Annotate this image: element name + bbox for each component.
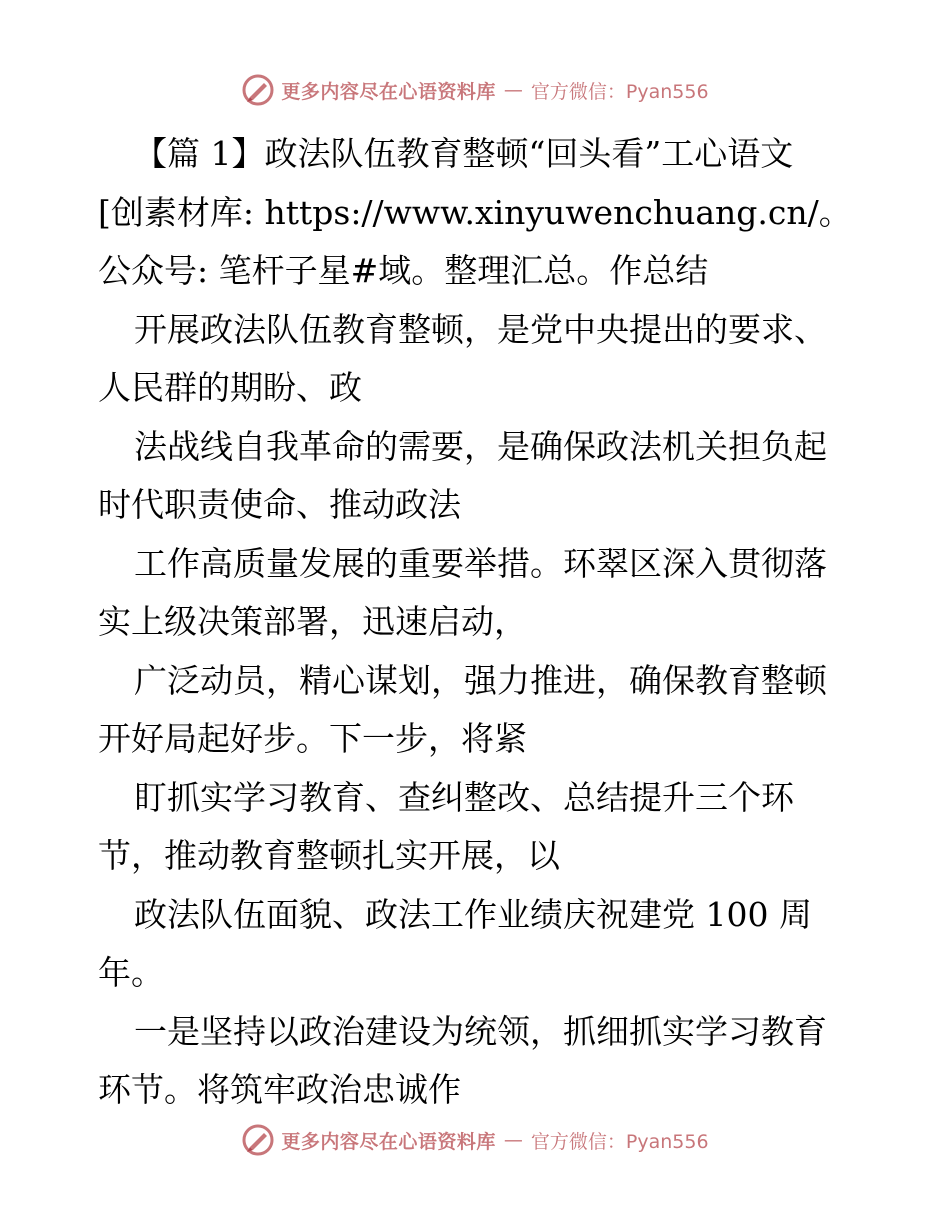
text-line: 实上级决策部署，迅速启动， [98, 602, 527, 641]
text-line: 公众号: 笔杆子星#域。整理汇总。作总结 [98, 251, 709, 290]
text-line: 开好局起好步。下一步，将紧 [98, 719, 527, 758]
watermark-footer [0, 1120, 950, 1160]
text-line: [创素材库: https://www.xinyuwenchuang.cn/。 [98, 192, 852, 232]
pen-logo-icon [241, 1123, 275, 1157]
text-line: 政法队伍面貌、政法工作业绩庆祝建党 100 周 [134, 894, 812, 934]
watermark-separator: — [503, 79, 523, 101]
text-line: 法战线自我革命的需要，是确保政法机关担负起 [134, 426, 827, 466]
document-body [98, 125, 858, 1120]
watermark-wechat-text: 官方微信：Pyan556 [530, 1130, 709, 1153]
text-line: 人民群的期盼、政 [98, 368, 362, 407]
watermark-header [0, 70, 950, 110]
text-line: 广泛动员，精心谋划，强力推进，确保教育整顿 [134, 660, 827, 700]
text-line: 开展政法队伍教育整顿，是党中央提出的要求、 [134, 309, 827, 349]
text-line: 环节。将筑牢政治忠诚作 [98, 1070, 461, 1109]
text-line: 一是坚持以政治建设为统领，抓细抓实学习教育 [134, 1011, 827, 1051]
text-line: 年。 [98, 953, 164, 992]
text-line: 【篇 1】政法队伍教育整顿“回头看”工心语文 [134, 134, 794, 173]
text-line: 时代职责使命、推动政法 [98, 485, 461, 524]
watermark-main-text: 更多内容尽在心语资料库 [281, 1130, 496, 1153]
watermark-separator: — [503, 1129, 523, 1151]
pen-logo-icon [241, 73, 275, 107]
watermark-main-text: 更多内容尽在心语资料库 [281, 80, 496, 103]
text-line: 盯抓实学习教育、查纠整改、总结提升三个环 [134, 777, 794, 817]
watermark-wechat-text: 官方微信：Pyan556 [530, 80, 709, 103]
text-line: 工作高质量发展的重要举措。环翠区深入贯彻落 [134, 543, 827, 583]
text-line: 节，推动教育整顿扎实开展，以 [98, 836, 560, 875]
